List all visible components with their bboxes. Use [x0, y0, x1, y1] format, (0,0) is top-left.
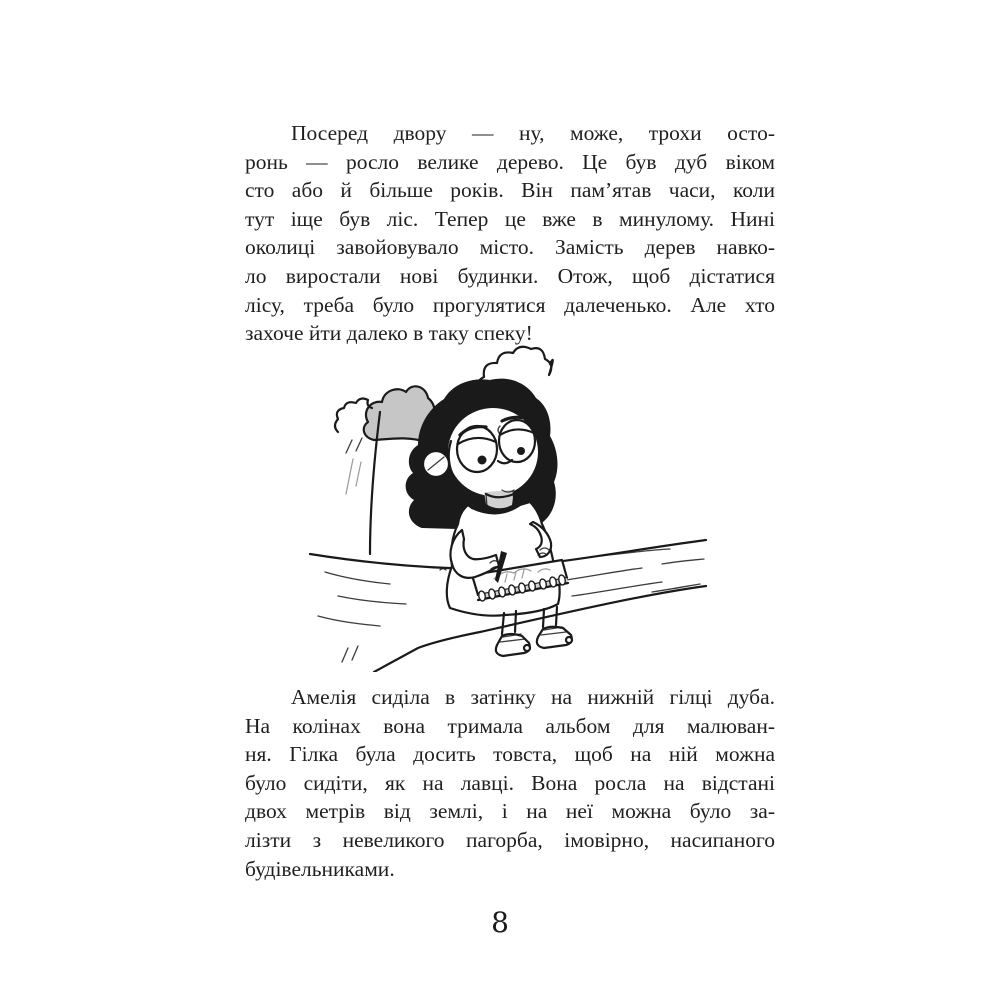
text-line: лізти з невеликого пагорба, імовірно, насипаного: [245, 827, 775, 852]
text-line: лісу, треба було прогулятися далеченько. Але хто: [245, 292, 775, 317]
text-line: сто або й більше років. Він пам’ятав часи, коли: [245, 178, 775, 203]
girl-pupil-right: [517, 447, 525, 455]
text-line: двох метрів від землі, і на неї можна було за-: [245, 799, 775, 824]
text-line: околиці завойовувало місто. Замість дерев навко-: [245, 235, 775, 260]
paragraph-1: [245, 119, 775, 348]
foliage-hatch-marks: [346, 438, 362, 453]
text-line: було сидіти, як на лавці. Вона росла на відстані: [245, 770, 775, 795]
text-line: Посеред двору — ну, може, трохи осто-: [291, 121, 775, 145]
text-line: захоче йти далеко в таку спеку!: [245, 321, 533, 346]
sandal-left: [496, 634, 530, 656]
page-number: 8: [491, 906, 509, 939]
sandal-right: [537, 627, 572, 648]
text-line: ня. Гілка була досить товста, щоб на ній можна: [245, 742, 775, 767]
text-line: ло виростали нові будинки. Отож, щоб дістатися: [245, 263, 775, 288]
text-line: Амелія сиділа в затінку на нижній гілці дуба.: [291, 685, 775, 709]
text-line: ронь — росло велике дерево. Це був дуб віком: [245, 149, 775, 174]
text-line: будівельниками.: [245, 856, 395, 881]
text-line: тут іще був ліс. Тепер це вже в минулому. Нині: [245, 206, 775, 231]
paragraph-2: [245, 683, 775, 883]
illustration-girl-on-branch: [300, 342, 710, 672]
text-line: На колінах вона тримала альбом для малюван-: [245, 713, 775, 738]
girl-pupil-left: [478, 456, 487, 465]
girl-eye-right: [499, 420, 535, 462]
